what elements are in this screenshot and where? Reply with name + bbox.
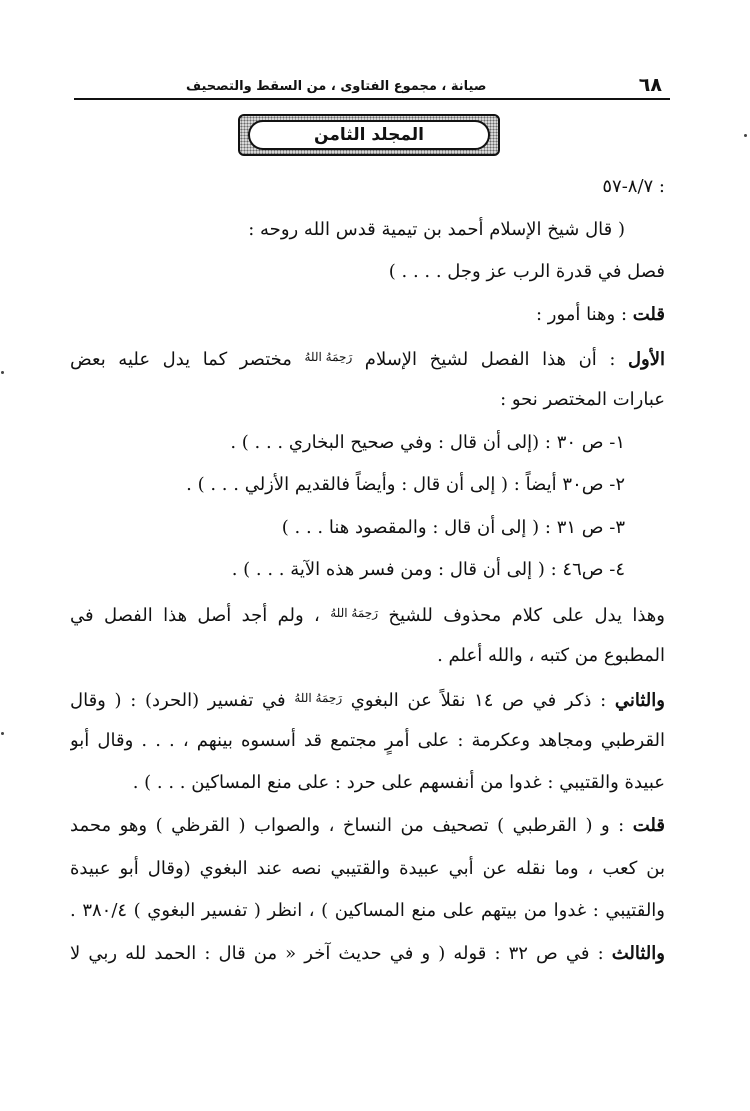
margin-mark <box>744 134 747 137</box>
paragraph-line <box>70 635 665 678</box>
paragraph-text: : وهنا أمور : <box>536 303 633 325</box>
paragraph-text: ، ولم أجد أصل هذا الفصل في <box>70 604 331 626</box>
page-number: ٦٨ <box>638 74 662 96</box>
quote-line <box>70 251 665 294</box>
paragraph-line <box>70 379 665 422</box>
running-title: صيانة ، مجموع الفتاوى ، من السقط والتصحيف <box>186 79 487 94</box>
paragraph-line <box>70 294 665 337</box>
volume-heading-inner <box>248 120 490 150</box>
list-item <box>70 507 665 550</box>
volume-heading-frame <box>238 114 500 156</box>
paragraph-text: المطبوع من كتبه ، والله أعلم . <box>437 644 665 666</box>
paragraph-text: والقتيبي : غدوا من بيتهم على منع المساكين ) ، انظر ( تفسير البغوي ) ٣٨٠/٤ . <box>70 900 665 922</box>
paragraph-line <box>70 592 665 635</box>
paragraph-line <box>70 336 665 379</box>
paragraph-text: : في ص ٣٢ : قوله ( و في حديث آخر « من قال : الحمد لله ربي لا <box>70 942 612 964</box>
margin-mark <box>1 371 4 374</box>
blessing-glyph: رَحِمَهُ اللهُ <box>294 691 343 706</box>
list-item-text: ١- ص ٣٠ : (إلى أن قال : وفي صحيح البخاري . . . ) . <box>230 431 625 453</box>
margin-mark <box>1 732 4 735</box>
keyword-second: والثاني <box>614 690 665 712</box>
paragraph-text: عبارات المختصر نحو : <box>500 388 665 410</box>
paragraph-text: وهذا يدل على كلام محذوف للشيخ <box>378 604 665 626</box>
paragraph-line <box>70 677 665 720</box>
list-item-text: ٢- ص٣٠ أيضاً : ( إلى أن قال : وأيضاً فالقديم الأزلي . . . ) . <box>186 474 625 496</box>
paragraph-text: في تفسير (الحرد) : ( وقال <box>70 690 295 712</box>
reference-line <box>70 166 665 209</box>
keyword-qult: قلت <box>632 814 665 836</box>
list-item <box>70 464 665 507</box>
running-header <box>74 72 670 100</box>
paragraph-line <box>70 848 665 891</box>
paragraph-text: : ذكر في ص ١٤ نقلاً عن البغوي <box>342 690 615 712</box>
paragraph-line <box>70 890 665 933</box>
paragraph-line <box>70 933 665 976</box>
keyword-third: والثالث <box>611 942 665 964</box>
keyword-first: الأول <box>627 349 665 371</box>
list-item <box>70 422 665 465</box>
list-item-text: ٣- ص ٣١ : ( إلى أن قال : والمقصود هنا . . . ) <box>281 516 625 538</box>
list-item-text: ٤- ص٤٦ : ( إلى أن قال : ومن فسر هذه الآية . . . ) . <box>231 559 625 581</box>
blessing-glyph: رَحِمَهُ اللهُ <box>304 350 353 365</box>
paragraph-text: القرطبي ومجاهد وعكرمة : على أمرٍ مجتمع قد أسسوه بينهم ، . . . وقال أبو <box>70 729 665 751</box>
paragraph-text: : أن هذا الفصل لشيخ الإسلام <box>352 349 628 371</box>
keyword-qult: قلت <box>632 303 665 325</box>
reference: : ٨/٧-٥٧ <box>602 176 665 197</box>
paragraph-line <box>70 720 665 763</box>
quote-text: ( قال شيخ الإسلام أحمد بن تيمية قدس الله روحه : <box>248 218 625 240</box>
paragraph-line <box>70 762 665 805</box>
paragraph-text: بن كعب ، وما نقله عن أبي عبيدة والقتيبي نصه عند البغوي (وقال أبو عبيدة <box>70 857 665 879</box>
quote-line <box>70 209 665 252</box>
paragraph-line <box>70 805 665 848</box>
paragraph-text: عبيدة والقتيبي : غدوا من أنفسهم على حرد : على منع المساكين . . . ) . <box>132 772 665 794</box>
paragraph-text: مختصر كما يدل عليه بعض <box>70 349 305 371</box>
quote-text: فصل في قدرة الرب عز وجل . . . . ) <box>388 261 665 283</box>
paragraph-text: : و ( القرطبي ) تصحيف من النساخ ، والصواب ( القرظي ) وهو محمد <box>70 814 633 836</box>
list-item <box>70 549 665 592</box>
blessing-glyph: رَحِمَهُ اللهُ <box>330 605 379 620</box>
volume-title: المجلد الثامن <box>314 125 424 145</box>
body-text <box>70 166 665 975</box>
